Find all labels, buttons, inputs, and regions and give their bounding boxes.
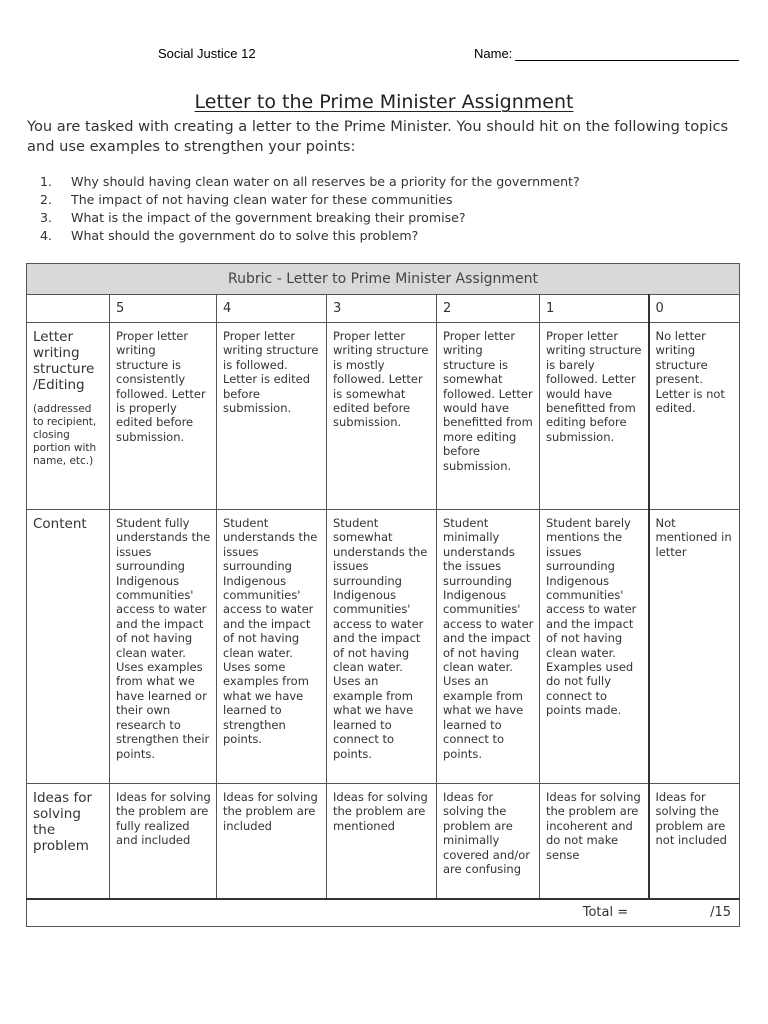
rubric-cell: Ideas for solving the problem are not included xyxy=(649,784,740,900)
rubric-cell: Proper letter writing structure is somewhat followed. Letter would have benefitted from more editing before submission. xyxy=(437,323,540,510)
score-header: 1 xyxy=(540,295,649,323)
criterion-label: Letter writing structure /Editing xyxy=(33,329,95,393)
rubric-cell: No letter writing structure present. Letter is not edited. xyxy=(649,323,740,510)
total-cell xyxy=(27,899,740,927)
criterion-label: Ideas for solving the problem xyxy=(33,790,93,854)
rubric-cell: Proper letter writing structure is consistently followed. Letter is properly edited before submission. xyxy=(110,323,217,510)
rubric-cell: Ideas for solving the problem are fully realized and included xyxy=(110,784,217,900)
rubric-title-row xyxy=(27,264,740,295)
rubric-cell: Ideas for solving the problem are incoherent and do not make sense xyxy=(540,784,649,900)
rubric-cell: Student barely mentions the issues surrounding Indigenous communities' access to water and the impact of not having clean water. Examples used do not fully connect to points made. xyxy=(540,510,649,784)
total-label: Total = xyxy=(582,904,629,920)
rubric-cell: Not mentioned in letter xyxy=(649,510,740,784)
score-header: 0 xyxy=(649,295,740,323)
rubric-cell: Proper letter writing structure is mostly followed. Letter is somewhat edited before submission. xyxy=(327,323,437,510)
list-item: 2. The impact of not having clean water for these communities xyxy=(40,192,453,207)
list-item: 3. What is the impact of the government breaking their promise? xyxy=(40,210,466,225)
name-field[interactable] xyxy=(474,46,739,61)
score-header-row xyxy=(27,295,740,323)
rubric-cell: Proper letter writing structure is barely followed. Letter would have benefitted from editing before submission. xyxy=(540,323,649,510)
score-header: 5 xyxy=(110,295,217,323)
topic-list xyxy=(40,173,740,245)
rubric-cell: Student understands the issues surrounding Indigenous communities' access to water and the impact of not having clean water. Uses some examples from what we have learned to strengthen points. xyxy=(217,510,327,784)
intro-paragraph: You are tasked with creating a letter to the Prime Minister. You should hit on the following topics and use examples to strengthen your points: xyxy=(27,118,729,155)
score-header-blank xyxy=(27,295,110,323)
rubric-cell: Ideas for solving the problem are minimally covered and/or are confusing xyxy=(437,784,540,900)
table-row xyxy=(27,323,740,510)
rubric-title: Rubric - Letter to Prime Minister Assignment xyxy=(27,264,740,295)
rubric-cell: Ideas for solving the problem are included xyxy=(217,784,327,900)
criterion-label: Content xyxy=(33,516,87,532)
rubric-table xyxy=(26,263,740,927)
rubric-cell: Ideas for solving the problem are mentioned xyxy=(327,784,437,900)
list-item: 1. Why should having clean water on all reserves be a priority for the government? xyxy=(40,174,580,189)
criterion-cell xyxy=(27,510,110,784)
list-item: 4. What should the government do to solve this problem? xyxy=(40,228,419,243)
criterion-note: (addressed to recipient, closing portion with name, etc.) xyxy=(33,403,97,467)
rubric-cell: Student fully understands the issues surrounding Indigenous communities' access to water and the impact of not having clean water. Uses examples from what we have learned or their own research to strengthen their points. xyxy=(110,510,217,784)
rubric-cell: Proper letter writing structure is followed. Letter is edited before submission. xyxy=(217,323,327,510)
course-name: Social Justice 12 xyxy=(158,46,256,61)
name-label: Name: xyxy=(474,46,513,61)
total-max: /15 xyxy=(710,904,732,920)
criterion-cell xyxy=(27,323,110,510)
table-row xyxy=(27,510,740,784)
score-header: 3 xyxy=(327,295,437,323)
score-header: 2 xyxy=(437,295,540,323)
table-row xyxy=(27,784,740,900)
criterion-cell xyxy=(27,784,110,900)
page-title: Letter to the Prime Minister Assignment xyxy=(194,91,574,113)
total-row xyxy=(27,899,740,927)
score-header: 4 xyxy=(217,295,327,323)
rubric-cell: Student minimally understands the issues surrounding Indigenous communities' access to water and the impact of not having clean water. Uses an example from what we have learned to connect to points. xyxy=(437,510,540,784)
name-underline[interactable] xyxy=(515,46,739,61)
rubric-cell: Student somewhat understands the issues surrounding Indigenous communities' access to water and the impact of not having clean water. Uses an example from what we have learned to connect to points. xyxy=(327,510,437,784)
